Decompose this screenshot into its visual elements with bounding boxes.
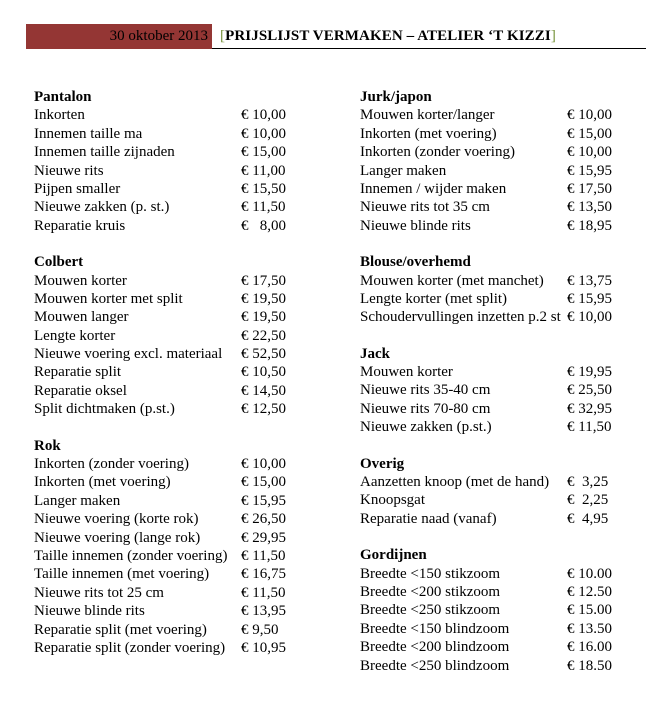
service-label: Reparatie split (zonder voering) xyxy=(34,639,226,656)
price-row xyxy=(360,198,656,216)
price-row xyxy=(360,620,656,638)
page-header xyxy=(26,24,646,49)
price-row xyxy=(34,162,334,180)
section-title: Jack xyxy=(360,345,390,362)
service-price: € 10,00 xyxy=(567,144,612,161)
service-label: Mouwen langer xyxy=(34,309,129,326)
service-label: Nieuwe voering (lange rok) xyxy=(34,529,201,546)
section-title: Gordijnen xyxy=(360,547,427,564)
price-row xyxy=(360,290,656,308)
service-label: Mouwen korter xyxy=(360,364,453,381)
service-label: Inkorten (met voering) xyxy=(34,474,171,491)
service-label: Mouwen korter (met manchet) xyxy=(360,272,544,289)
service-price: € 11,50 xyxy=(241,584,286,601)
service-label: Nieuwe zakken (p. st.) xyxy=(34,199,170,216)
service-price: € 18,95 xyxy=(567,217,612,234)
price-row xyxy=(360,400,656,418)
service-price: € 15,95 xyxy=(241,492,286,509)
section-colbert xyxy=(34,253,334,419)
price-row xyxy=(360,657,656,675)
service-price: € 10.00 xyxy=(567,565,612,582)
service-label: Split dichtmaken (p.st.) xyxy=(34,401,175,418)
price-row xyxy=(34,308,334,326)
price-row xyxy=(360,473,656,491)
price-row xyxy=(360,217,656,235)
service-label: Reparatie kruis xyxy=(34,217,126,234)
service-label: Nieuwe rits tot 35 cm xyxy=(360,199,490,216)
service-price: € 13,50 xyxy=(567,199,612,216)
service-label: Breedte <250 blindzoom xyxy=(360,657,510,674)
service-price: € 3,25 xyxy=(567,474,609,491)
service-price: € 17,50 xyxy=(241,272,286,289)
service-price: € 25,50 xyxy=(567,382,612,399)
service-price: € 15,00 xyxy=(567,125,612,142)
price-row xyxy=(360,510,656,528)
page-title xyxy=(220,24,556,49)
service-label: Breedte <150 stikzoom xyxy=(360,565,501,582)
service-price: € 11,50 xyxy=(241,547,286,564)
section-title: Blouse/overhemd xyxy=(360,254,471,271)
price-row xyxy=(34,290,334,308)
service-label: Inkorten (zonder voering) xyxy=(360,144,515,161)
service-label: Breedte <250 stikzoom xyxy=(360,602,501,619)
price-row xyxy=(360,125,656,143)
date-box xyxy=(26,24,212,49)
service-label: Reparatie split (met voering) xyxy=(34,621,207,638)
price-row xyxy=(34,510,334,528)
price-row xyxy=(360,106,656,124)
service-price: € 17,50 xyxy=(567,180,612,197)
service-label: Pijpen smaller xyxy=(34,180,121,197)
service-price: € 19,95 xyxy=(567,364,612,381)
price-row xyxy=(34,529,334,547)
section-pantalon xyxy=(34,88,334,235)
service-price: € 26,50 xyxy=(241,511,286,528)
price-row xyxy=(34,455,334,473)
service-label: Inkorten (met voering) xyxy=(360,125,497,142)
right-column xyxy=(360,88,656,693)
service-label: Nieuwe voering (korte rok) xyxy=(34,511,199,528)
service-label: Taille innemen (met voering) xyxy=(34,566,210,583)
price-row xyxy=(34,143,334,161)
service-price: € 15,00 xyxy=(241,474,286,491)
service-label: Reparatie naad (vanaf) xyxy=(360,510,497,527)
service-label: Innemen / wijder maken xyxy=(360,180,507,197)
service-price: € 13.50 xyxy=(567,620,612,637)
service-label: Reparatie split xyxy=(34,364,122,381)
service-label: Nieuwe zakken (p.st.) xyxy=(360,419,492,436)
service-price: € 18.50 xyxy=(567,657,612,674)
service-price: € 22,50 xyxy=(241,327,286,344)
service-price: € 15.00 xyxy=(567,602,612,619)
section-rok xyxy=(34,437,334,658)
price-row xyxy=(34,639,334,657)
service-label: Breedte <200 blindzoom xyxy=(360,639,510,656)
service-label: Nieuwe blinde rits xyxy=(360,217,471,234)
service-label: Nieuwe rits 70-80 cm xyxy=(360,400,491,417)
service-label: Nieuwe blinde rits xyxy=(34,603,145,620)
price-row xyxy=(360,143,656,161)
service-label: Inkorten xyxy=(34,107,85,124)
price-row xyxy=(360,272,656,290)
service-price: € 8,00 xyxy=(241,217,286,234)
service-price: € 10,50 xyxy=(241,364,286,381)
price-row xyxy=(360,638,656,656)
service-price: € 32,95 xyxy=(567,400,612,417)
service-price: € 10,00 xyxy=(567,107,612,124)
price-row xyxy=(34,602,334,620)
service-price: € 15,50 xyxy=(241,180,286,197)
service-label: Mouwen korter xyxy=(34,272,127,289)
service-price: € 15,00 xyxy=(241,144,286,161)
service-label: Langer maken xyxy=(360,162,447,179)
service-label: Nieuwe rits tot 25 cm xyxy=(34,584,164,601)
service-price: € 16.00 xyxy=(567,639,612,656)
service-price: € 12,50 xyxy=(241,401,286,418)
service-label: Nieuwe rits 35-40 cm xyxy=(360,382,491,399)
service-label: Breedte <150 blindzoom xyxy=(360,620,510,637)
section-title: Jurk/japon xyxy=(360,89,432,105)
section-overig xyxy=(360,455,656,529)
service-price: € 10,00 xyxy=(567,309,612,326)
price-row xyxy=(360,363,656,381)
title-bracket-close: ] xyxy=(550,28,556,44)
price-row xyxy=(360,565,656,583)
section-gordijnen xyxy=(360,546,656,675)
section-jurk-japon xyxy=(360,88,656,235)
service-label: Schoudervullingen inzetten p.2 st xyxy=(360,309,561,326)
service-label: Lengte korter (met split) xyxy=(360,290,508,307)
service-label: Aanzetten knoop (met de hand) xyxy=(360,474,550,491)
service-price: € 10,95 xyxy=(241,639,286,656)
price-row xyxy=(34,547,334,565)
service-price: € 10,00 xyxy=(241,456,286,473)
section-title: Colbert xyxy=(34,254,84,271)
price-row xyxy=(34,198,334,216)
price-row xyxy=(34,382,334,400)
service-label: Reparatie oksel xyxy=(34,382,127,399)
service-price: € 15,95 xyxy=(567,290,612,307)
price-row xyxy=(34,621,334,639)
service-price: € 9,50 xyxy=(241,621,279,638)
price-row xyxy=(34,345,334,363)
service-label: Taille innemen (zonder voering) xyxy=(34,547,228,564)
section-title: Overig xyxy=(360,455,405,472)
service-price: € 10,00 xyxy=(241,125,286,142)
service-label: Mouwen korter met split xyxy=(34,290,183,307)
service-label: Nieuwe rits xyxy=(34,162,104,179)
price-row xyxy=(360,381,656,399)
title-bracket-open: [ xyxy=(220,28,226,44)
price-row xyxy=(360,601,656,619)
price-row xyxy=(34,180,334,198)
service-label: Mouwen korter/langer xyxy=(360,107,495,124)
service-label: Innemen taille ma xyxy=(34,125,143,142)
service-price: € 4,95 xyxy=(567,510,609,527)
price-row xyxy=(360,491,656,509)
service-price: € 14,50 xyxy=(241,382,286,399)
service-label: Breedte <200 stikzoom xyxy=(360,583,501,600)
service-price: € 12.50 xyxy=(567,583,612,600)
price-row xyxy=(360,308,656,326)
section-title: Rok xyxy=(34,437,61,454)
service-label: Nieuwe voering excl. materiaal xyxy=(34,346,223,363)
service-price: € 2,25 xyxy=(567,492,609,509)
header-rule xyxy=(212,48,646,49)
service-price: € 52,50 xyxy=(241,346,286,363)
service-label: Knoopsgat xyxy=(360,492,425,509)
price-row xyxy=(34,217,334,235)
price-row xyxy=(34,363,334,381)
price-row xyxy=(360,418,656,436)
service-label: Lengte korter xyxy=(34,327,116,344)
price-row xyxy=(360,583,656,601)
service-price: € 13,95 xyxy=(241,603,286,620)
service-label: Innemen taille zijnaden xyxy=(34,144,175,161)
service-price: € 13,75 xyxy=(567,272,612,289)
price-row xyxy=(34,565,334,583)
price-row xyxy=(34,272,334,290)
price-row xyxy=(34,327,334,345)
price-row xyxy=(34,400,334,418)
price-row xyxy=(360,180,656,198)
service-price: € 19,50 xyxy=(241,290,286,307)
price-row xyxy=(34,473,334,491)
section-title: Pantalon xyxy=(34,89,92,105)
service-price: € 16,75 xyxy=(241,566,286,583)
service-price: € 11,00 xyxy=(241,162,286,179)
service-price: € 11,50 xyxy=(567,419,612,436)
header-date: 30 oktober 2013 xyxy=(109,28,208,44)
section-jack xyxy=(360,345,656,437)
service-price: € 15,95 xyxy=(567,162,612,179)
service-price: € 10,00 xyxy=(241,107,286,124)
price-row xyxy=(360,162,656,180)
price-row xyxy=(34,125,334,143)
price-row xyxy=(34,106,334,124)
service-label: Langer maken xyxy=(34,492,121,509)
service-price: € 11,50 xyxy=(241,199,286,216)
left-column xyxy=(34,88,334,675)
service-label: Inkorten (zonder voering) xyxy=(34,456,189,473)
service-price: € 29,95 xyxy=(241,529,286,546)
price-row xyxy=(34,584,334,602)
title-text: PRIJSLIJST VERMAKEN – ATELIER ‘T KIZZI xyxy=(225,28,551,44)
price-row xyxy=(34,492,334,510)
service-price: € 19,50 xyxy=(241,309,286,326)
section-blouse-overhemd xyxy=(360,253,656,327)
